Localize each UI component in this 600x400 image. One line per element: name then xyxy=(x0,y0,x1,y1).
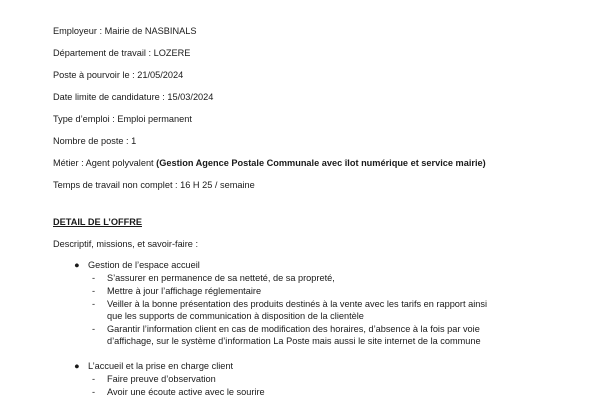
metier-detail: (Gestion Agence Postale Communale avec îlot numérique et service mairie) xyxy=(156,158,486,168)
dash-icon: - xyxy=(92,387,96,397)
dash-icon: - xyxy=(92,273,96,283)
bullet-icon: ● xyxy=(74,260,80,270)
dash-icon: - xyxy=(92,374,96,384)
section-heading: DETAIL DE L’OFFRE xyxy=(53,217,142,227)
sub-item-continuation: d’affichage, sur le système d’information La Poste mais aussi le site internet de la commune xyxy=(107,336,481,346)
sub-item: S’assurer en permanence de sa netteté, de sa propreté, xyxy=(107,273,335,283)
dash-icon: - xyxy=(92,324,96,334)
sub-item: Garantir l’information client en cas de modification des horaires, d’absence à la fois par voie xyxy=(107,324,480,334)
bullet-icon: ● xyxy=(74,361,80,371)
sub-item: Veiller à la bonne présentation des produits destinés à la vente avec les tarifs en rapport ainsi xyxy=(107,299,487,309)
sub-item: Mettre à jour l’affichage réglementaire xyxy=(107,286,262,296)
work-time-line: Temps de travail non complet : 16 H 25 / semaine xyxy=(53,180,255,190)
dash-icon: - xyxy=(92,299,96,309)
bullet-title: L’accueil et la prise en charge client xyxy=(88,361,234,371)
department-line: Département de travail : LOZERE xyxy=(53,48,191,58)
sub-item: Faire preuve d’observation xyxy=(107,374,216,384)
positions-count-line: Nombre de poste : 1 xyxy=(53,136,137,146)
job-type-line: Type d’emploi : Emploi permanent xyxy=(53,114,192,124)
deadline-line: Date limite de candidature : 15/03/2024 xyxy=(53,92,214,102)
sub-item-continuation: que les supports de communication à disposition de la clientèle xyxy=(107,311,364,321)
bullet-title: Gestion de l’espace accueil xyxy=(88,260,200,270)
employer-line: Employeur : Mairie de NASBINALS xyxy=(53,26,197,36)
sub-item: Avoir une écoute active avec le sourire xyxy=(107,387,265,397)
start-date-line: Poste à pourvoir le : 21/05/2024 xyxy=(53,70,184,80)
dash-icon: - xyxy=(92,286,96,296)
metier-label: Métier : Agent polyvalent xyxy=(53,158,157,168)
metier-line xyxy=(53,157,486,169)
intro-line: Descriptif, missions, et savoir-faire : xyxy=(53,239,198,249)
